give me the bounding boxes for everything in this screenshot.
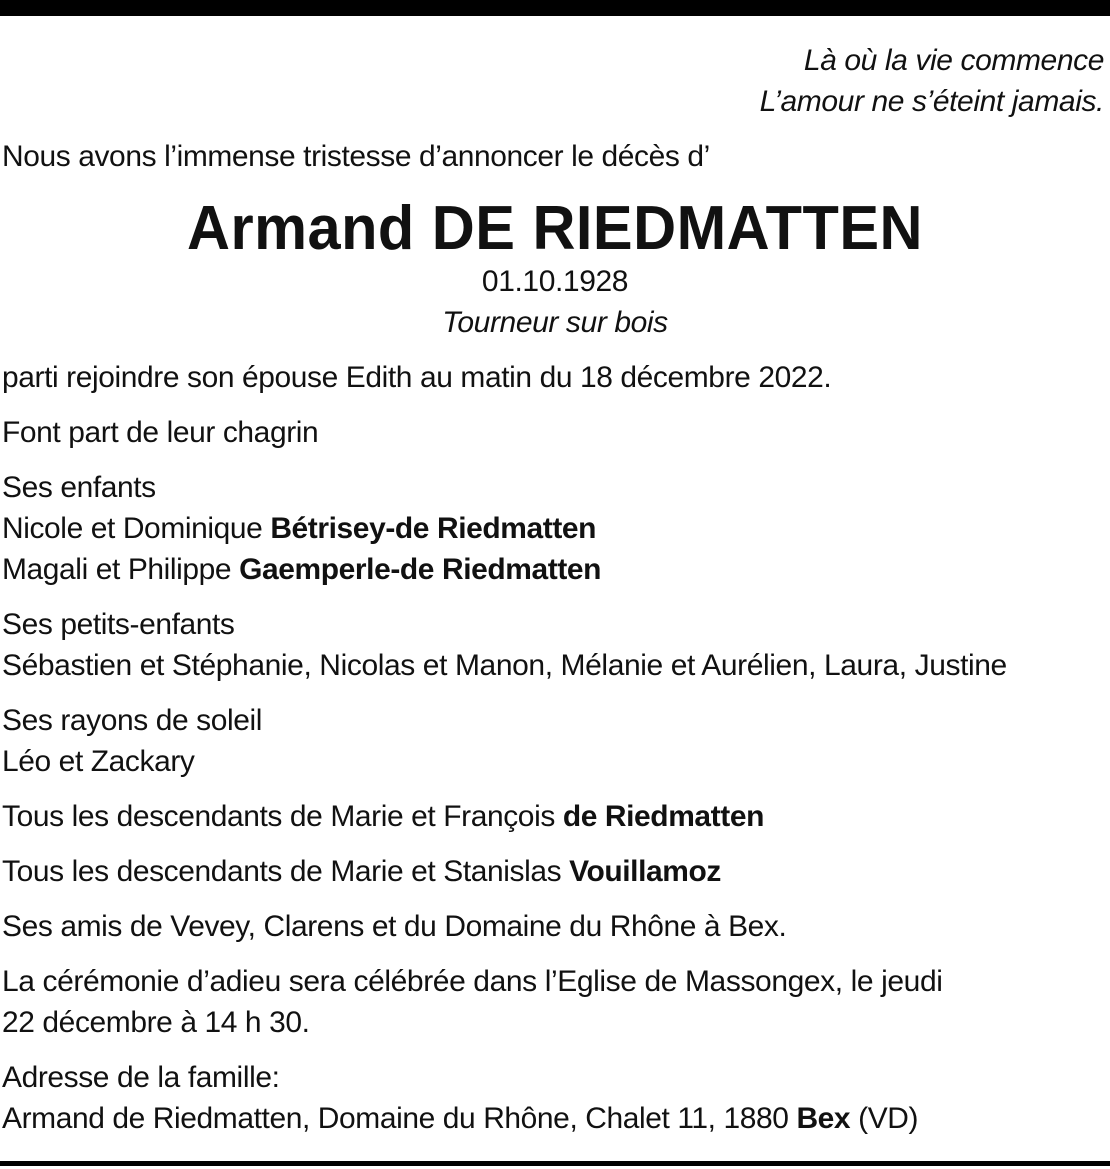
great-grandchildren-section	[2, 700, 1108, 782]
child-given-names: Magali et Philippe	[2, 553, 240, 586]
obituary-notice	[2, 40, 1108, 1139]
top-rule	[0, 0, 1110, 16]
grandchildren-section	[2, 604, 1108, 686]
great-grandchildren-heading: Ses rayons de soleil	[2, 704, 263, 737]
descendants-prefix: Tous les descendants de Marie et Stanislas	[2, 855, 570, 888]
family-address-section	[2, 1057, 1108, 1139]
ceremony-section	[2, 961, 1108, 1043]
descendants-line	[2, 851, 1106, 892]
ceremony-line-1: La cérémonie d’adieu sera célébrée dans l’Eglise de Massongex, le jeudi	[2, 965, 943, 998]
friends-line: Ses amis de Vevey, Clarens et du Domaine du Rhône à Bex.	[2, 910, 787, 943]
address-street: Armand de Riedmatten, Domaine du Rhône, Chalet 11, 1880	[2, 1102, 797, 1135]
bottom-rule	[0, 1161, 1110, 1166]
birth-date: 01.10.1928	[481, 265, 629, 298]
children-section	[2, 467, 1108, 590]
epigraph-line-1: Là où la vie commence	[803, 44, 1104, 77]
child-family-name: Gaemperle-de Riedmatten	[239, 553, 602, 586]
deceased-name: Armand DE RIEDMATTEN	[187, 194, 923, 263]
address-canton: (VD)	[850, 1102, 919, 1135]
child-given-names: Nicole et Dominique	[2, 512, 271, 545]
epigraph	[2, 40, 1104, 122]
address-line	[2, 1098, 1106, 1139]
address-heading: Adresse de la famille:	[2, 1061, 280, 1094]
intro-text: Nous avons l’immense tristesse d’annoncer le décès d’	[2, 140, 710, 173]
grandchildren-heading: Ses petits-enfants	[2, 608, 235, 641]
occupation: Tourneur sur bois	[442, 306, 668, 339]
child-family-name: Bétrisey-de Riedmatten	[270, 512, 597, 545]
children-heading: Ses enfants	[2, 471, 156, 504]
descendants-line	[2, 796, 1106, 837]
address-city: Bex	[796, 1102, 851, 1135]
child-entry	[2, 508, 1106, 549]
descendants-family-name: Vouillamoz	[569, 855, 721, 888]
child-entry	[2, 549, 1106, 590]
grandchildren-names: Sébastien et Stéphanie, Nicolas et Manon, Mélanie et Aurélien, Laura, Justine	[2, 649, 1007, 682]
epigraph-line-2: L’amour ne s’éteint jamais.	[759, 85, 1104, 118]
death-notice: parti rejoindre son épouse Edith au matin du 18 décembre 2022.	[2, 361, 832, 394]
ceremony-line-2: 22 décembre à 14 h 30.	[2, 1006, 310, 1039]
descendants-family-name: de Riedmatten	[562, 800, 764, 833]
great-grandchildren-names: Léo et Zackary	[2, 745, 195, 778]
share-grief: Font part de leur chagrin	[2, 416, 319, 449]
descendants-prefix: Tous les descendants de Marie et François	[2, 800, 563, 833]
